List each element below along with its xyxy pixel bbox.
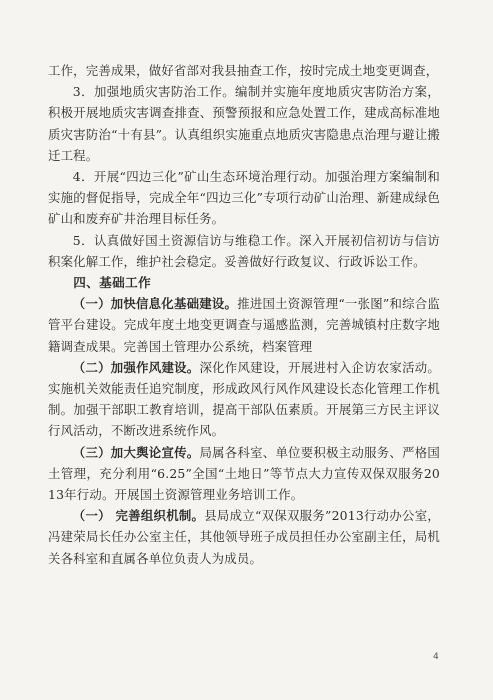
section-heading: 四、基础工作 [73, 275, 152, 291]
paragraph-petition [48, 230, 440, 272]
paragraph-text: 工作，完善成果，做好省部对我县抽查工作，按时完成土地变更调查， [48, 63, 439, 78]
subsection-lead: （一） 完善组织机制。 [72, 508, 205, 524]
paragraph-continuation [48, 60, 440, 81]
paragraph-geohazard [48, 81, 440, 166]
paragraph-text: 4．开展“四边三化”矿山生态环境治理行动。加强治理方案编制和实施的督促指导，完成全年“四边三化”专项行动矿山治理、新建成绿色矿山和废弃矿井治理目标任务。 [48, 169, 440, 227]
subsection-work-style [48, 357, 440, 442]
paragraph-text: 5．认真做好国土资源信访与维稳工作。深入开展初信初访与信访积案化解工作，维护社会稳定。妥善做好行政复议、行政诉讼工作。 [48, 232, 440, 269]
subsection-lead: （三）加大舆论宣传。 [72, 444, 200, 460]
subsection-text: 局属各科室、单位要积极主动服务、严格国土管理，充分利用“6.25”全国“土地日”等节点大力宣传双保双服务2013年行动。开展国土资源管理业务培训工作。 [48, 444, 441, 503]
subsection-lead: （一）加快信息化基础建设。 [72, 296, 238, 312]
subsection-lead: （二）加强作风建设。 [72, 359, 200, 375]
page-number: 4 [433, 652, 439, 662]
document-body [48, 60, 440, 569]
subsection-text: 推进国土资源管理“一张图”和综合监管平台建设。完成年度土地变更调查与遥感监测，完善城镇村庄数字地籍调查成果。完善国土管理办公系统，档案管理 [48, 296, 440, 354]
subsection-organization [48, 505, 440, 569]
subsection-text: 县局成立“双保双服务”2013行动办公室，冯建荣局长任办公室主任，其他领导班子成员担任办公室副主任，局机关各科室和直属各单位负责人为成员。 [48, 508, 441, 566]
subsection-text: 深化作风建设，开展进村入企访农家活动。实施机关效能责任追究制度，形成政风行风作风建设长态化管理工作机制。加强干部职工教育培训，提高干部队伍素质。开展第三方民主评议行风活动，不断改进系统作风。 [48, 359, 441, 439]
subsection-publicity [48, 442, 440, 506]
paragraph-mine-ecology [48, 166, 440, 230]
subsection-informatization [48, 293, 440, 357]
paragraph-text: 3．加强地质灾害防治工作。编制并实施年度地质灾害防治方案，积极开展地质灾害调查排查、预警预报和应急处置工作，建成高标准地质灾害防治“十有县”。认真组织实施重点地质灾害隐患点治理与避让搬迁工程。 [48, 84, 440, 163]
